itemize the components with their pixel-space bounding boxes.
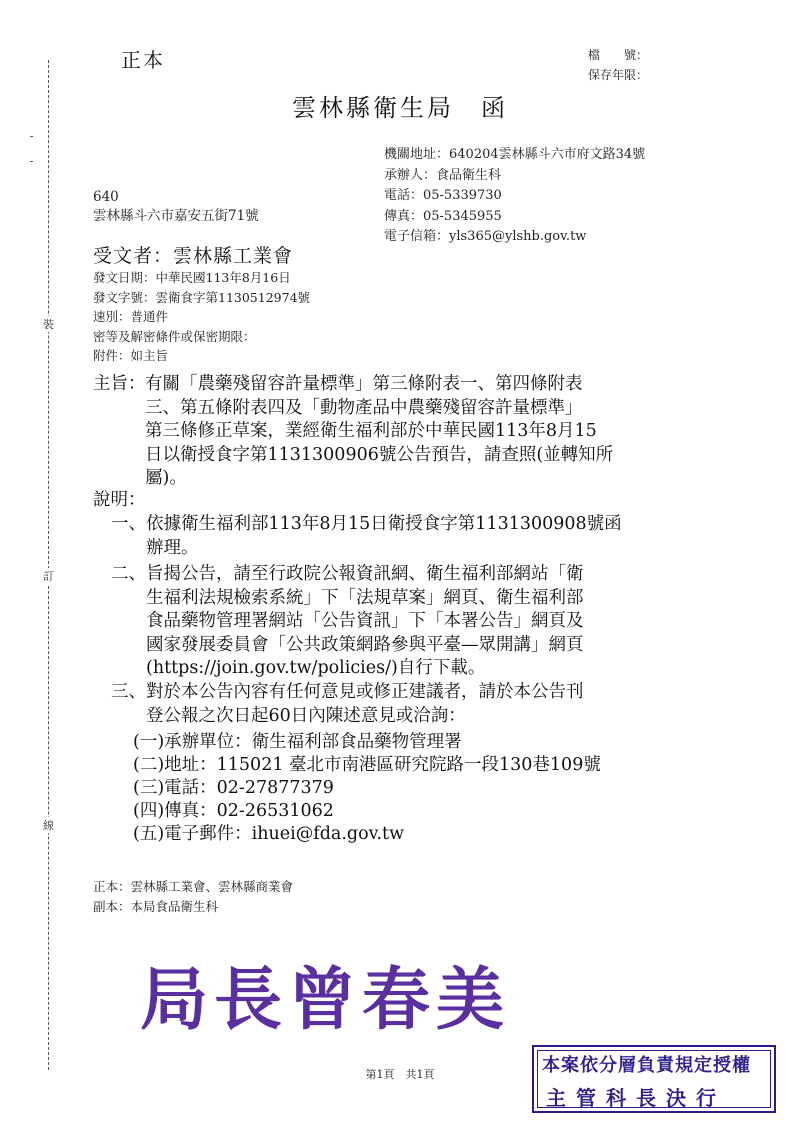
subject-label: 主旨：	[93, 374, 146, 394]
explanation-line: 國家發展委員會「公共政策網路參與平臺—眾開講」網頁	[111, 634, 584, 655]
stamp-line-1: 本案依分層負責規定授權	[542, 1055, 751, 1076]
secrecy-level: 密等及解密條件或保密期限：	[93, 328, 256, 344]
explanation-line: 二、旨揭公告，請至行政院公報資訊網、衛生福利部網站「衛	[111, 564, 584, 584]
sender-address: 機關地址：640204雲林縣斗六市府文路34號	[384, 147, 646, 162]
explanation-line: 三、對於本公告內容有任何意見或修正建議者，請於本公告刊	[111, 682, 584, 702]
binding-char-xian: 線	[43, 819, 54, 832]
margin-tick	[30, 136, 33, 137]
subject-body	[145, 373, 725, 491]
margin-tick	[30, 161, 33, 162]
document-number: 發文字號：雲衛食字第1130512974號	[93, 289, 311, 305]
page-number: 第1頁 共1頁	[365, 1068, 435, 1081]
contact-unit: (一)承辦單位：衛生福利部食品藥物管理署	[133, 732, 462, 752]
explanation-line: 登公報之次日起60日內陳述意見或洽詢：	[111, 705, 466, 726]
file-number-label: 檔 號：	[588, 48, 649, 62]
subject-line: 三、第五條附表四及「動物產品中農藥殘留容許量標準」	[145, 397, 583, 418]
retention-period-label: 保存年限：	[588, 68, 649, 82]
contact-phone: (三)電話：02-27877379	[133, 778, 334, 798]
distribution-block	[93, 877, 293, 916]
subject-line: 第三條修正草案，業經衛生福利部於中華民國113年8月15	[145, 421, 597, 441]
subject-line: 屬)。	[145, 468, 187, 488]
original-recipients: 正本：雲林縣工業會、雲林縣商業會	[93, 879, 294, 894]
director-signature-seal: 局長曾春美	[140, 960, 511, 1040]
sender-info-block	[384, 145, 645, 248]
explanation-label: 說明：	[93, 490, 146, 510]
copy-type-label: 正本	[121, 48, 165, 72]
document-title: 雲林縣衛生局 函	[292, 94, 508, 122]
explanation-line: 食品藥物管理署網站「公告資訊」下「本署公告」網頁及	[111, 611, 584, 631]
sender-email: 電子信箱：yls365@ylshb.gov.tw	[384, 229, 587, 244]
document-fields	[93, 268, 310, 366]
explanation-line: 辦理。	[111, 537, 199, 558]
attachment-note: 附件：如主旨	[93, 348, 169, 363]
sender-phone: 電話：05-5339730	[384, 188, 502, 203]
recipient-line: 受文者：雲林縣工業會	[93, 245, 294, 267]
subject-line: 日以衛授食字第1131300906號公告預告，請查照(並轉知所	[145, 444, 614, 465]
binding-char-ding: 訂	[43, 570, 54, 583]
contact-email: (五)電子郵件：ihuei@fda.gov.tw	[133, 824, 405, 844]
authorization-stamp	[532, 1045, 776, 1113]
issue-date: 發文日期：中華民國113年8月16日	[93, 270, 291, 285]
copy-recipients: 副本：本局食品衛生科	[93, 898, 219, 914]
binding-char-zhuang: 裝	[43, 318, 54, 331]
subject-line: 有關「農藥殘留容許量標準」第三條附表一、第四條附表	[145, 374, 583, 394]
delivery-speed: 速別：普通件	[93, 309, 169, 324]
contact-fax: (四)傳真：02-26531062	[133, 801, 334, 821]
binding-dashed-line	[48, 60, 49, 1070]
contact-address: (二)地址：115021 臺北市南港區研究院路一段130巷109號	[133, 755, 601, 775]
recipient-postcode: 640	[93, 189, 119, 205]
recipient-address-block	[93, 188, 259, 226]
explanation-line: (https://join.gov.tw/policies/)自行下載。	[111, 658, 486, 678]
explanation-line: 生福利法規檢索系統」下「法規草案」網頁、衛生福利部	[111, 587, 584, 608]
sender-fax: 傳真：05-5345955	[384, 208, 502, 224]
explanation-item-3	[111, 681, 584, 728]
explanation-item-1	[111, 513, 622, 560]
recipient-street-address: 雲林縣斗六市嘉安五街71號	[93, 208, 259, 224]
explanation-item-2	[111, 563, 584, 681]
stamp-line-2: 主管科長決行	[546, 1086, 726, 1110]
explanation-line: 一、依據衛生福利部113年8月15日衛授食字第1131300908號函	[111, 514, 622, 534]
sender-handler: 承辦人：食品衛生科	[384, 167, 502, 183]
